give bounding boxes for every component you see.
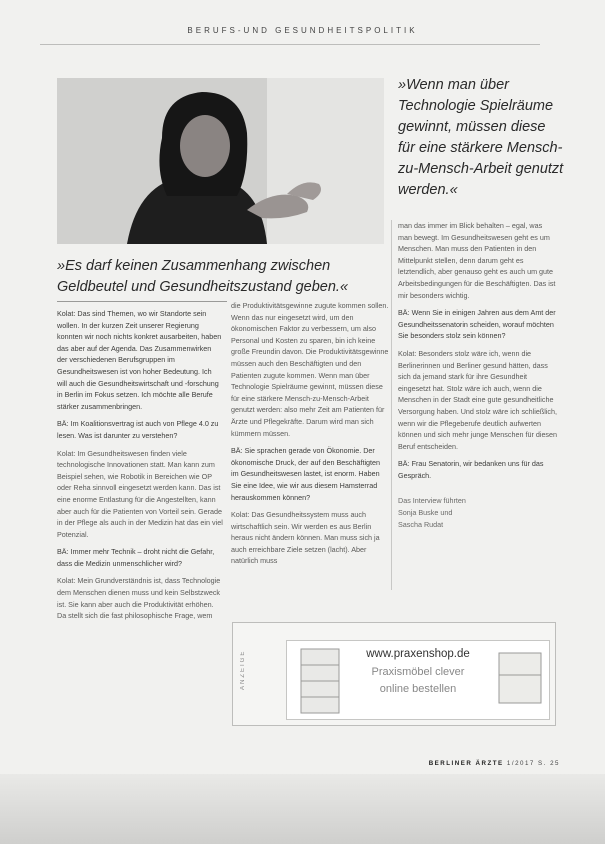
paragraph: Kolat: Das Gesundheitssystem muss auch wirtschaftlich sein. Wir werden es aus Berlin heraus nicht ändern können. Man muss sich ja auch erreichbare Ziele setzen (lacht). Aber natürlich muss (231, 510, 380, 566)
ad-label: ANZEIGE (240, 649, 246, 691)
column-rule (391, 220, 392, 590)
top-rule (40, 44, 540, 45)
paragraph: Kolat: Mein Grundverständnis ist, dass Technologie dem Menschen dienen muss und kein Selbstzweck ist. Sie kann aber auch die Produktivität erhöhen. Da stellt sich die fast philosophische Frage, wem (57, 576, 221, 621)
question: BÄ: Im Koalitionsvertrag ist auch von Pflege 4.0 zu lesen. Was ist darunter zu verstehen? (57, 419, 219, 440)
text-column-3 (398, 220, 558, 530)
paragraph: die Produktivitätsgewinne zugute kommen sollen. Wenn das nur eingesetzt wird, um den ökonomischen Faktor zu verbessern, um also Personal und Kosten zu sparen, bin ich keine große Freundin davon. Die Produktivitätsgewinne müssen auch den Beschäftigten und den Patienten zugute kommen. Wenn man über Technologie Spielräume gewinnt, müssen diese für eine stärkere Mensch-zu-Mensch-Arbeit genutzt werden: also mehr Zeit am Patienten für Ärzte und Pflegekräfte. Darum wird man sich kümmern müssen. (231, 301, 389, 438)
ad-slogan: online bestellen (379, 683, 457, 695)
portrait-photo (57, 78, 384, 244)
paragraph: Kolat: Das sind Themen, wo wir Standorte sein wollen. In der kurzen Zeit unserer Regierung konnten wir noch nichts konkret ausarbeiten, haben das aber auf der Agenda. Das Zusammenwirken der verschiedenen Berufsgruppen im Gesundheitswesen ist von hoher Bedeutung. Ich will auch die Gesundheitswirtschaft und -forschung in Berlin im Fokus setzen. Ich möchte alle Berufe stärker zusammenbringen. (57, 309, 222, 411)
paragraph: man das immer im Blick behalten – egal, was man bewegt. Im Gesundheitswesen geht es um Menschen. Man muss den Patienten in den Mittelpunkt stellen, denn darum geht es letztendlich, aber genauso geht es auch um gute Arbeitsbedingungen für die Beschäftigten. Das ist mir besonders wichtig. (398, 221, 556, 300)
issue-info: 1/2017 S. 25 (506, 760, 560, 767)
question: BÄ: Sie sprachen gerade von Ökonomie. Der ökonomische Druck, der auf den Beschäftigten im Gesundheitswesen lastet, ist enorm. Haben Sie eine Idee, wie wir aus diesem Hamsterrad herauskommen können? (231, 446, 381, 502)
interview-credit (398, 495, 558, 530)
credit-line: Sonja Buske und (398, 508, 453, 518)
question: BÄ: Frau Senatorin, wir bedanken uns für das Gespräch. (398, 459, 544, 480)
paragraph: Kolat: Im Gesundheitswesen finden viele technologische Innovationen statt. Man kann zum Beispiel sehen, wie Robotik in Bereichen wie OP oder Reha sinnvoll eingesetzt werden kann. Das ist eine enorme Entlastung für die Angestellten, kann aber auch für die Patienten von Vorteil sein. Gerade in der Pflege als auch in der Medizin hat das ein viel Potenzial. (57, 448, 223, 539)
paragraph: Kolat: Besonders stolz wäre ich, wenn die Berlinerinnen und Berliner gesund hätten, dass sich da jemand stark für ihre Gesundheit eingesetzt hat. Stolz wäre ich auch, wenn die Menschen in der Stadt eine gute gesundheitliche Versorgung haben. Und stolz wäre ich schließlich, wenn wir die Pflegeberufe deutlich aufwerten können und sich mehr junge Menschen für diesen Beruf entscheiden. (398, 348, 558, 451)
page-footer (0, 760, 560, 767)
text-column-2 (231, 300, 389, 573)
question: BÄ: Immer mehr Technik – droht nicht die Gefahr, dass die Medizin unmenschlicher wird? (57, 547, 215, 568)
magazine-name: BERLINER ÄRZTE (428, 760, 504, 767)
section-rubric: BERUFS-UND GESUNDHEITSPOLITIK (187, 26, 418, 35)
question: BÄ: Wenn Sie in einigen Jahren aus dem Amt der Gesundheitssenatorin scheiden, worauf möchten Sie besonders stolz sein können? (398, 308, 556, 341)
text-column-1 (57, 308, 223, 628)
credit-line: Sascha Rudat (398, 519, 444, 529)
portrait-image (57, 78, 384, 244)
credit-line: Das Interview führten (398, 496, 466, 506)
headline-divider (57, 301, 227, 302)
pull-quote: »Wenn man über Technologie Spielräume gewinnt, müssen diese für eine stärkere Mensch-zu-Mensch-Arbeit genutzt werden.« (398, 77, 564, 198)
ad-slogan: Praxismöbel clever (371, 666, 465, 678)
article-headline: »Es darf keinen Zusammenhang zwischen Geldbeutel und Gesundheitszustand geben.« (57, 258, 349, 295)
ad-url[interactable]: www.praxenshop.de (366, 648, 470, 660)
